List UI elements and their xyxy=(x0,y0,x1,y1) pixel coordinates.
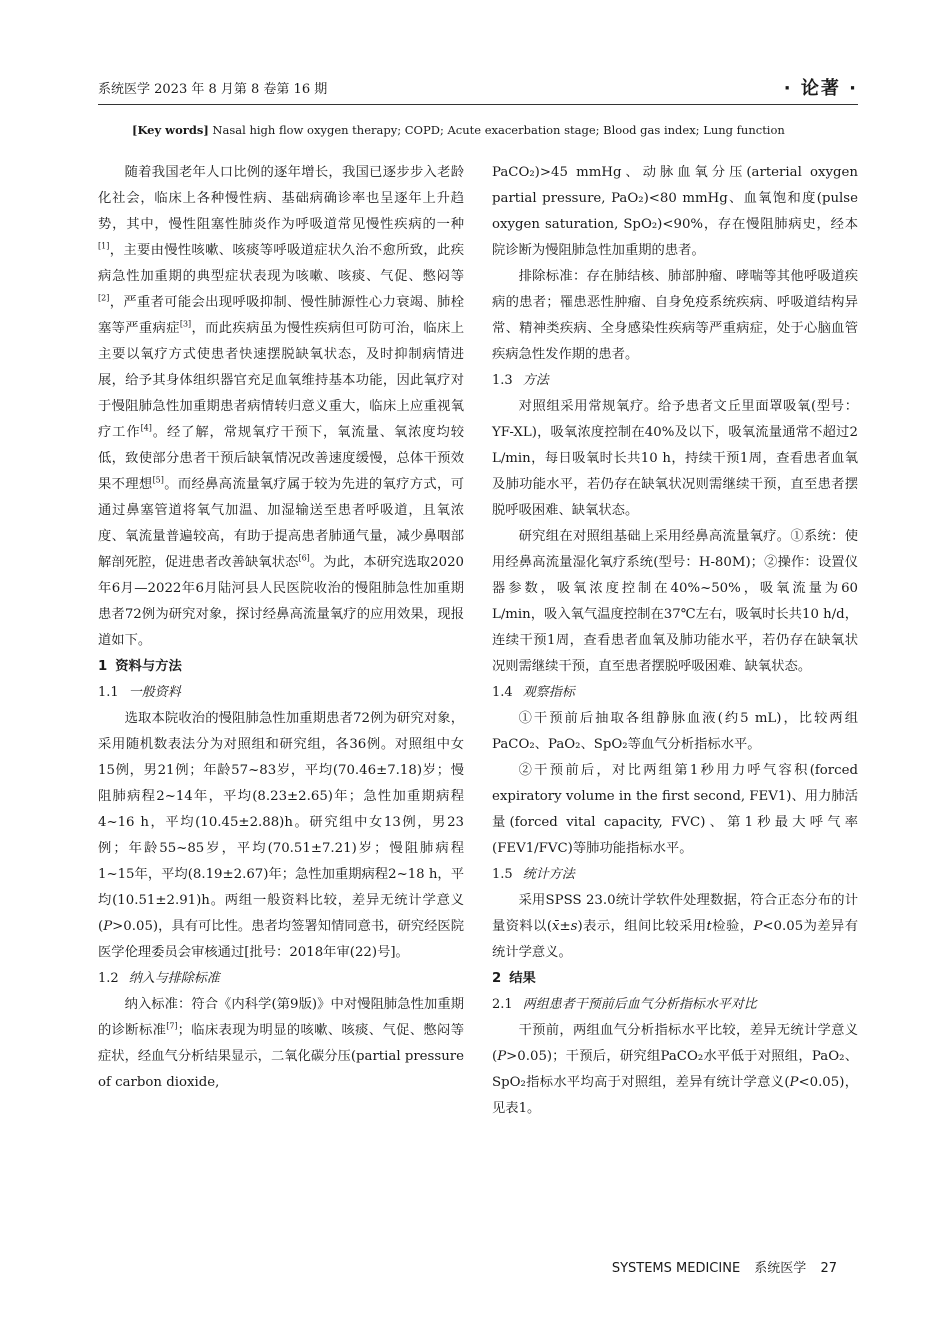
page-header xyxy=(98,78,858,100)
section-tag: · 论著 · xyxy=(783,78,858,99)
right-column xyxy=(492,160,858,1122)
inclusion-paragraph-cont: PaCO₂)>45 mmHg、动脉血氧分压(arterial oxygen partial pressure, PaO₂)<80 mmHg、血氧饱和度(pulse oxygen saturation, SpO₂)<90%，存在慢阻肺病史，经本院诊断为慢阻肺急性加重期的患者。 xyxy=(492,165,858,258)
citation[interactable]: [7] xyxy=(166,1021,178,1031)
page-footer xyxy=(602,1257,837,1276)
journal-name-cn: 系统医学 xyxy=(754,1261,807,1276)
subsection-heading: 2.1 两组患者干预前后血气分析指标水平对比 xyxy=(492,997,757,1012)
subsection-heading: 1.1 一般资料 xyxy=(98,685,181,700)
statistics-paragraph: 采用SPSS 23.0统计学软件处理数据，符合正态分布的计量资料以(x̄±s)表示，组间比较采用t检验，P<0.05为差异有统计学意义。 xyxy=(492,893,859,960)
journal-info: 系统医学 2023 年 8 月第 8 卷第 16 期 xyxy=(98,82,328,97)
page-number: 27 xyxy=(820,1261,837,1276)
subsection-heading: 1.3 方法 xyxy=(492,373,549,388)
header-rule xyxy=(98,104,858,105)
section-heading: 1 资料与方法 xyxy=(98,659,182,674)
citation[interactable]: [2] xyxy=(98,293,110,303)
keywords-text: Nasal high flow oxygen therapy; COPD; Acute exacerbation stage; Blood gas index; Lung function xyxy=(208,123,785,137)
subsection-heading: 1.5 统计方法 xyxy=(492,867,575,882)
section-heading: 2 结果 xyxy=(492,971,536,986)
method-control-paragraph: 对照组采用常规氧疗。给予患者文丘里面罩吸氧(型号：YF-XL)，吸氧浓度控制在40%及以下，吸氧流量通常不超过2 L/min，每日吸氧时长共10 h，持续干预1周，查看患者血氧及肺功能水平，若仍存在缺氧状况则需继续干预，直至患者摆脱呼吸困难、缺氧状态。 xyxy=(492,399,858,518)
subsection-heading: 1.4 观察指标 xyxy=(492,685,575,700)
keywords-label: [Key words] xyxy=(132,123,209,137)
indicator-paragraph-2: ②干预前后，对比两组第1秒用力呼气容积(forced expiratory volume in the first second, FEV1)、用力肺活量(forced vital capacity, FVC)、第1秒最大呼气率(FEV1/FVC)等肺功能指标水平。 xyxy=(492,763,858,856)
citation[interactable]: [6] xyxy=(298,553,310,563)
subsection-heading: 1.2 纳入与排除标准 xyxy=(98,971,220,986)
inclusion-paragraph: 纳入标准：符合《内科学(第9版)》中对慢阻肺急性加重期的诊断标准[7]；临床表现为明显的咳嗽、咳痰、气促、憋闷等症状，经血气分析结果显示，二氧化碳分压(partial pressure of carbon dioxide, xyxy=(98,997,465,1090)
keywords xyxy=(132,123,785,137)
left-column xyxy=(98,160,464,1096)
citation[interactable]: [4] xyxy=(140,423,152,433)
method-study-paragraph: 研究组在对照组基础上采用经鼻高流量氧疗。①系统：使用经鼻高流量湿化氧疗系统(型号：H-80M)；②操作：设置仪器参数，吸氧浓度控制在40%~50%，吸氧流量为60 L/min，吸入氧气温度控制在37℃左右，吸氧时长共10 h/d，连续干预1周，查看患者血氧及肺功能水平，若仍存在缺氧状况则需继续干预，直至患者摆脱呼吸困难、缺氧状态。 xyxy=(492,529,858,674)
citation[interactable]: [3] xyxy=(179,319,192,329)
journal-name-en: SYSTEMS MEDICINE xyxy=(611,1261,741,1276)
citation[interactable]: [1] xyxy=(98,241,110,251)
citation[interactable]: [5] xyxy=(152,475,164,485)
intro-paragraph: 随着我国老年人口比例的逐年增长，我国已逐步步入老龄化社会，临床上各种慢性病、基础病确诊率也呈逐年上升趋势，其中，慢性阻塞性肺炎作为呼吸道常见慢性疾病的一种[1]，主要由慢性咳嗽、咳痰等呼吸道症状久治不愈所致，此疾病急性加重期的典型症状表现为咳嗽、咳痰、气促、憋闷等[2]，严重者可能会出现呼吸抑制、慢性肺源性心力衰竭、肺栓塞等严重病症[3]，而此疾病虽为慢性疾病但可防可治，临床上主要以氧疗方式使患者快速摆脱缺氧状态，及时抑制病情进展，给予其身体组织器官充足血氧维持基本功能，因此氧疗对于慢阻肺急性加重期患者病情转归意义重大，临床上应重视氧疗工作[4]。经了解，常规氧疗干预下，氧流量、氧浓度均较低，致使部分患者干预后缺氧情况改善速度缓慢，总体干预效果不理想[5]。而经鼻高流量氧疗属于较为先进的氧疗方式，可通过鼻塞管道将氧气加温、加湿输送至患者呼吸道，且氧浓度、氧流量普遍较高，有助于提高患者肺通气量，减少鼻咽部解剖死腔，促进患者改善缺氧状态[6]。为此，本研究选取2020年6月—2022年6月陆河县人民医院收治的慢阻肺急性加重期患者72例为研究对象，探讨经鼻高流量氧疗的应用效果，现报道如下。 xyxy=(98,165,465,648)
results-paragraph: 干预前，两组血气分析指标水平比较，差异无统计学意义(P>0.05)；干预后，研究组PaCO₂水平低于对照组，PaO₂、SpO₂指标水平均高于对照组，差异有统计学意义(P<0.05)，见表1。 xyxy=(492,1023,858,1116)
indicator-paragraph-1: ①干预前后抽取各组静脉血液(约5 mL)，比较两组PaCO₂、PaO₂、SpO₂等血气分析指标水平。 xyxy=(492,711,858,752)
exclusion-paragraph: 排除标准：存在肺结核、肺部肿瘤、哮喘等其他呼吸道疾病的患者；罹患恶性肿瘤、自身免疫系统疾病、呼吸道结构异常、精神类疾病、全身感染性疾病等严重病症，处于心脑血管疾病急性发作期的患者。 xyxy=(492,269,858,362)
general-data-paragraph: 选取本院收治的慢阻肺急性加重期患者72例为研究对象，采用随机数表法分为对照组和研究组，各36例。对照组中女15例，男21例；年龄57~83岁，平均(70.46±7.18)岁；慢阻肺病程2~14年，平均(8.23±2.65)年；急性加重期病程4~16 h，平均(10.45±2.88)h。研究组中女13例，男23例；年龄55~85岁，平均(70.51±7.21)岁；慢阻肺病程1~15年，平均(8.19±2.67)年；急性加重期病程2~18 h，平均(10.51±2.91)h。两组一般资料比较，差异无统计学意义(P>0.05)，具有可比性。患者均签署知情同意书，研究经医院医学伦理委员会审核通过[批号：2018年审(22)号]。 xyxy=(98,711,465,960)
